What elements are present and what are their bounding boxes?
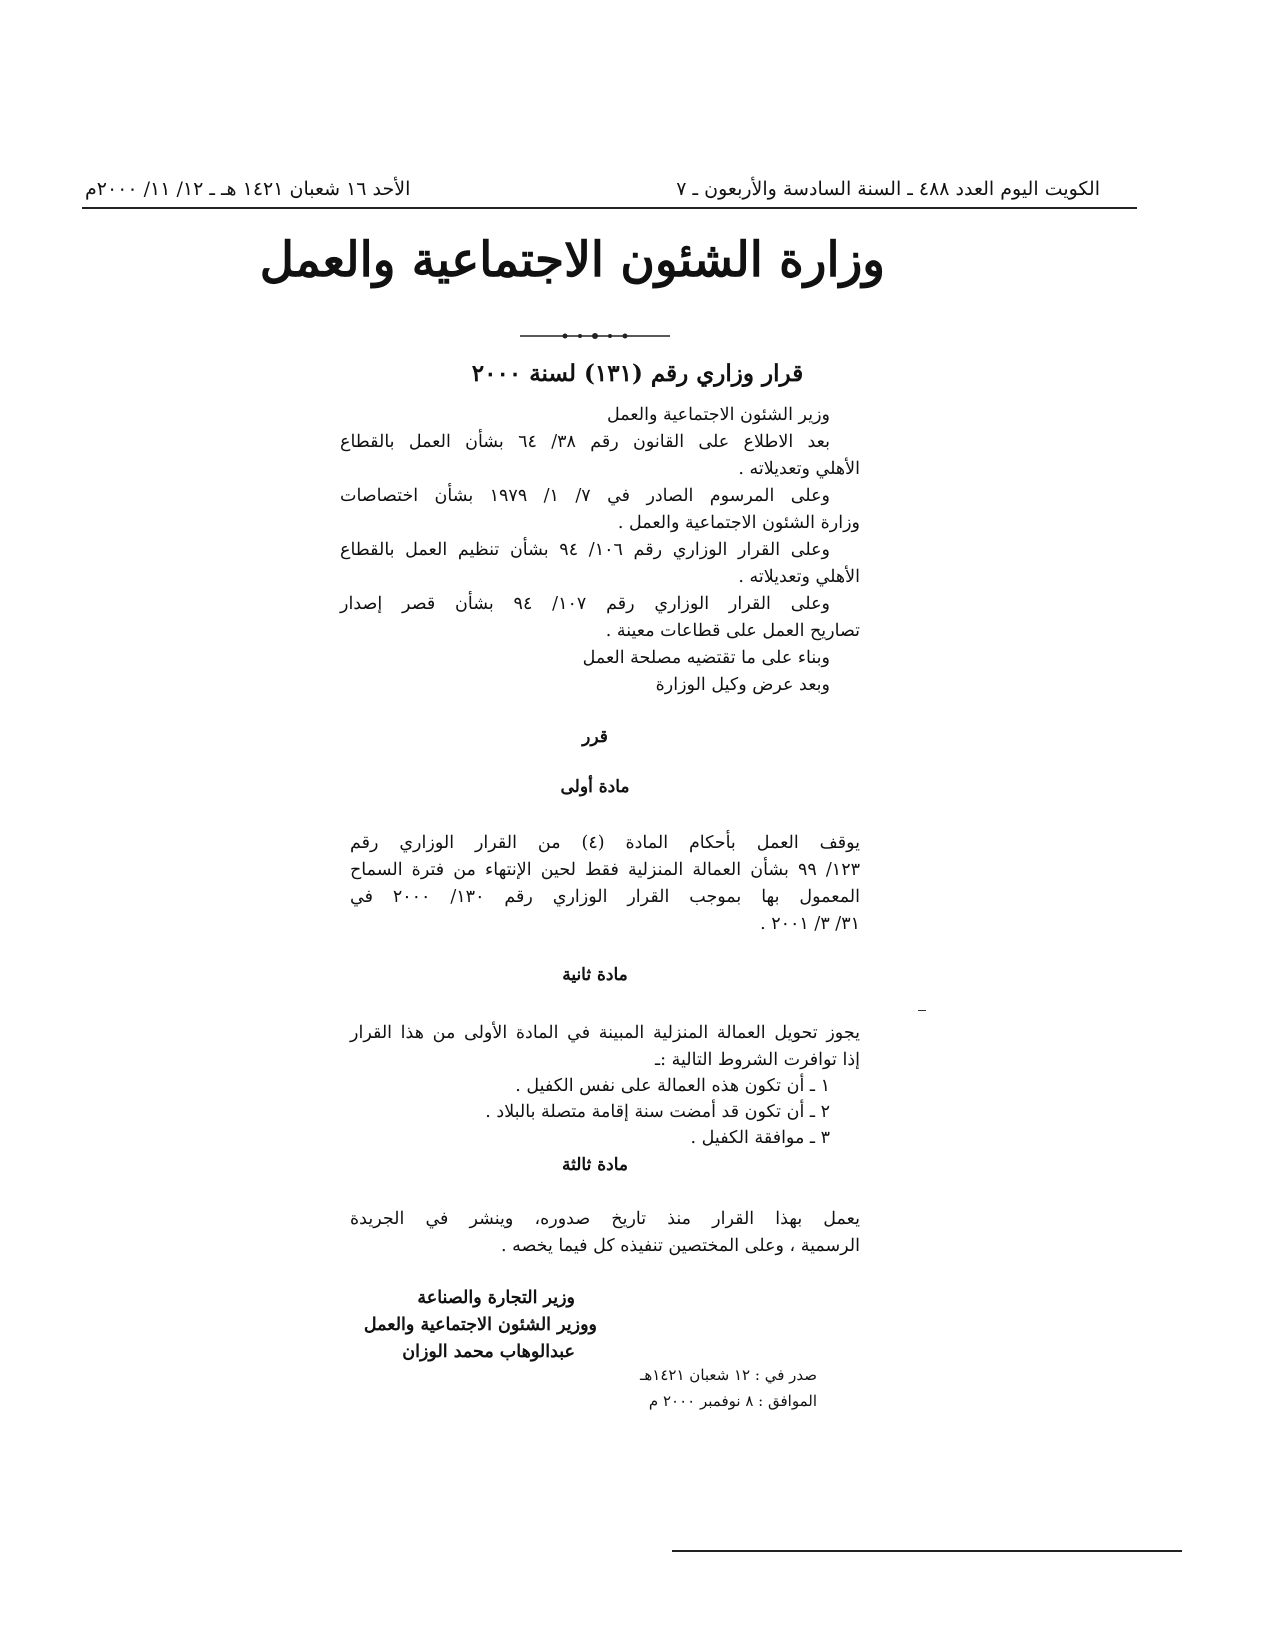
preamble-line: وعلى القرار الوزاري رقم ١٠٦/ ٩٤ بشأن تنظيم العمل بالقطاع <box>340 540 831 560</box>
article-1-line: ٣١/ ٣/ ٢٠٠١ . <box>760 914 860 934</box>
article-3-heading: مادة ثالثة <box>561 1155 629 1175</box>
issue-date-gregorian: الموافق : ٨ نوفمبر ٢٠٠٠ م <box>648 1392 817 1410</box>
article-2-line: إذا توافرت الشروط التالية :ـ <box>655 1050 860 1070</box>
signatory-name: عبدالوهاب محمد الوزان <box>402 1342 575 1362</box>
ornament-divider <box>520 332 670 340</box>
decided-heading: قرر <box>582 727 608 747</box>
header-date: الأحد ١٦ شعبان ١٤٢١ هـ ـ ١٢/ ١١/ ٢٠٠٠م <box>85 178 411 200</box>
header-rule <box>82 207 1137 209</box>
preamble-line: الأهلي وتعديلاته . <box>738 459 860 479</box>
preamble-line: وبعد عرض وكيل الوزارة <box>655 675 830 695</box>
decision-title: قرار وزاري رقم (١٣١) لسنة ٢٠٠٠ <box>471 360 804 387</box>
issue-date-hijri: صدر في : ١٢ شعبان ١٤٢١هـ <box>639 1366 817 1384</box>
article-1-line: ١٢٣/ ٩٩ بشأن العمالة المنزلية فقط لحين الإنتهاء من فترة السماح <box>350 860 860 880</box>
preamble-line: وبناء على ما تقتضيه مصلحة العمل <box>582 648 830 668</box>
article-2-line: يجوز تحويل العمالة المنزلية المبينة في المادة الأولى من هذا القرار <box>350 1023 860 1043</box>
footer-rule <box>672 1550 1182 1552</box>
ministry-name: وزارة الشئون الاجتماعية والعمل <box>259 232 885 288</box>
signatory-title: ووزير الشئون الاجتماعية والعمل <box>363 1315 597 1335</box>
condition-item: ٢ ـ أن تكون قد أمضت سنة إقامة متصلة بالبلاد . <box>485 1102 830 1122</box>
article-1-heading: مادة أولى <box>560 777 630 797</box>
preamble-line: الأهلي وتعديلاته . <box>738 567 860 587</box>
signatory-title: وزير التجارة والصناعة <box>417 1288 575 1308</box>
condition-item: ١ ـ أن تكون هذه العمالة على نفس الكفيل . <box>515 1076 830 1096</box>
article-1-line: يوقف العمل بأحكام المادة (٤) من القرار الوزاري رقم <box>350 833 861 853</box>
article-2-heading: مادة ثانية <box>562 965 628 985</box>
preamble-line: تصاريح العمل على قطاعات معينة . <box>605 621 860 641</box>
stray-mark <box>918 1010 926 1011</box>
preamble-line: وعلى القرار الوزاري رقم ١٠٧/ ٩٤ بشأن قصر إصدار <box>340 594 830 614</box>
article-3-line: يعمل بهذا القرار منذ تاريخ صدوره، وينشر في الجريدة <box>350 1209 860 1229</box>
condition-item: ٣ ـ موافقة الكفيل . <box>690 1128 830 1148</box>
article-1-line: المعمول بها بموجب القرار الوزاري رقم ١٣٠/ ٢٠٠٠ في <box>350 887 860 907</box>
preamble-line: وعلى المرسوم الصادر في ٧/ ١/ ١٩٧٩ بشأن اختصاصات <box>340 486 830 506</box>
preamble-line: وزير الشئون الاجتماعية والعمل <box>606 405 830 425</box>
preamble-line: وزارة الشئون الاجتماعية والعمل . <box>617 513 860 533</box>
article-3-line: الرسمية ، وعلى المختصين تنفيذه كل فيما يخصه . <box>501 1236 860 1256</box>
preamble-line: بعد الاطلاع على القانون رقم ٣٨/ ٦٤ بشأن العمل بالقطاع <box>340 432 830 452</box>
header-issue-info: الكويت اليوم العدد ٤٨٨ ـ السنة السادسة والأربعون ـ ٧ <box>676 178 1100 200</box>
